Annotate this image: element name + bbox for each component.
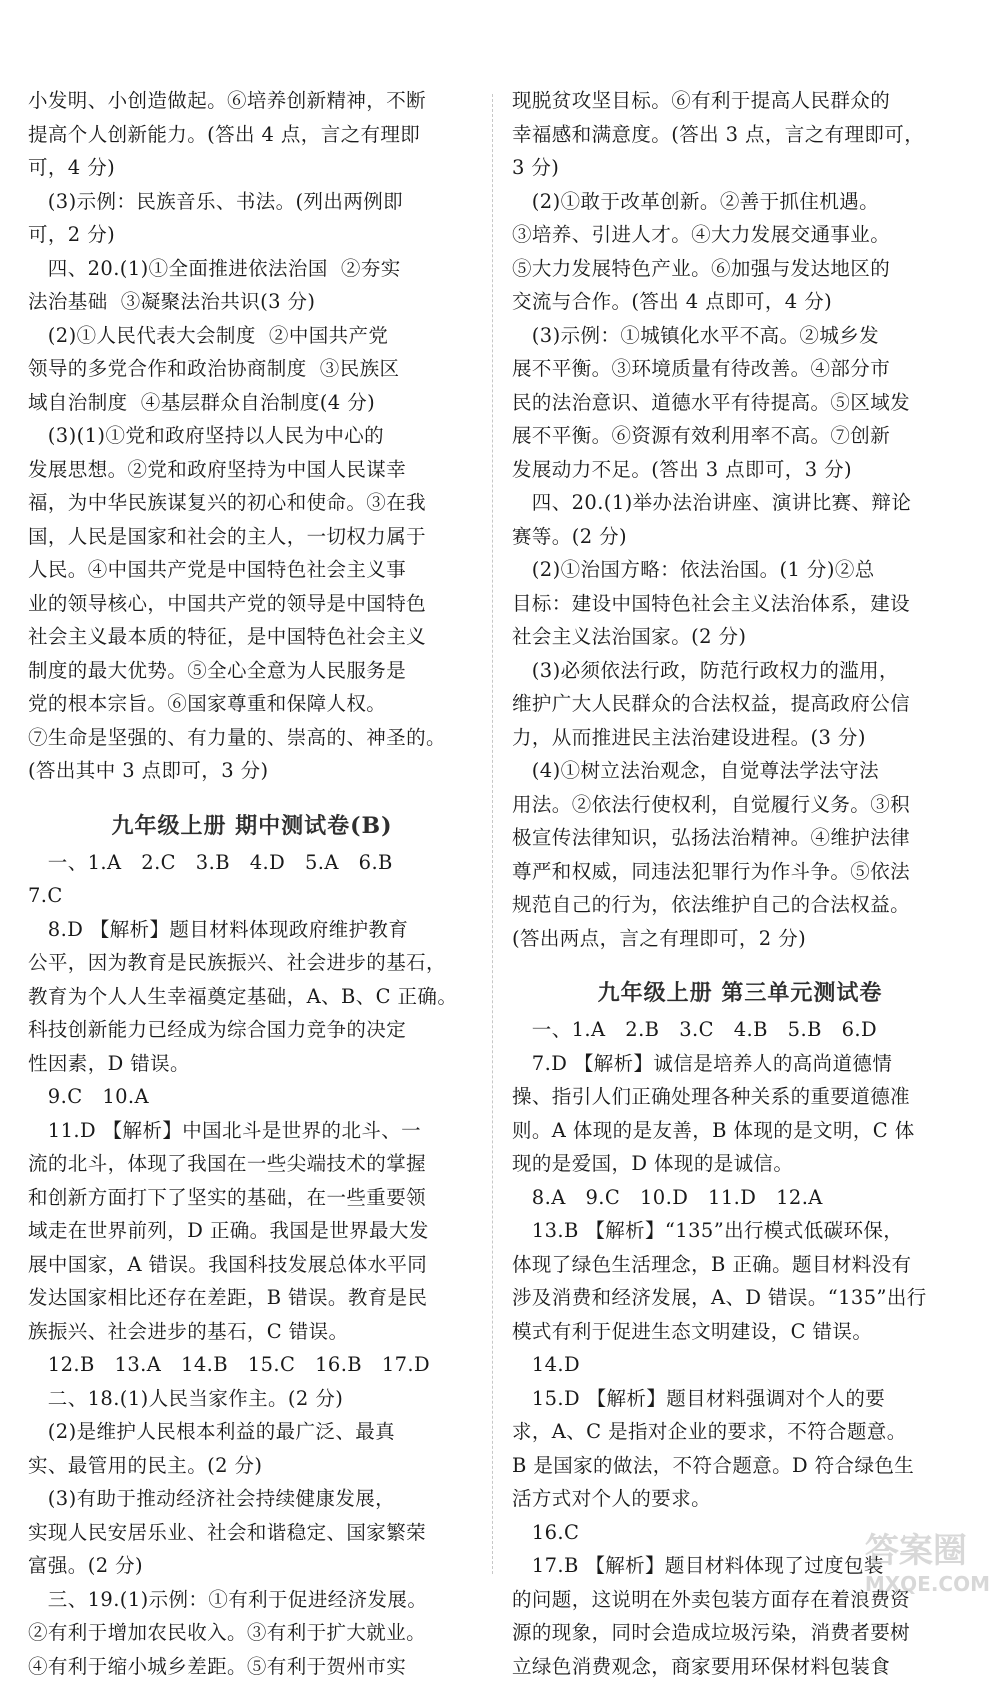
- text-line: (2)①敢于改革创新。②善于抓住机遇。: [512, 185, 968, 219]
- text-line: 域走在世界前列，D 正确。我国是世界最大发: [28, 1214, 476, 1248]
- text-line: 发展动力不足。(答出 3 点即可，3 分): [512, 453, 968, 487]
- text-line: 人民。④中国共产党是中国特色社会主义事: [28, 553, 476, 587]
- text-line: 展不平衡。③环境质量有待改善。④部分市: [512, 352, 968, 386]
- text-line: 9.C 10.A: [28, 1080, 476, 1114]
- text-line: 域自治制度 ④基层群众自治制度(4 分): [28, 386, 476, 420]
- text-line: (答出两点，言之有理即可，2 分): [512, 922, 968, 956]
- text-line: 14.D: [512, 1348, 968, 1382]
- text-line: (3)(1)①党和政府坚持以人民为中心的: [28, 419, 476, 453]
- text-line: 交流与合作。(答出 4 点即可，4 分): [512, 285, 968, 319]
- text-line: 立绿色消费观念，商家要用环保材料包装食: [512, 1650, 968, 1683]
- text-line: 现的是爱国，D 体现的是诚信。: [512, 1147, 968, 1181]
- text-line: 模式有利于促进生态文明建设，C 错误。: [512, 1315, 968, 1349]
- text-line: 现脱贫攻坚目标。⑥有利于提高人民群众的: [512, 84, 968, 118]
- text-line: 可，4 分): [28, 151, 476, 185]
- text-line: 8.A 9.C 10.D 11.D 12.A: [512, 1181, 968, 1215]
- text-line: 实现人民安居乐业、社会和谐稳定、国家繁荣: [28, 1516, 476, 1550]
- text-line: ②有利于增加农民收入。③有利于扩大就业。: [28, 1616, 476, 1650]
- text-line: 则。A 体现的是友善，B 体现的是文明，C 体: [512, 1114, 968, 1148]
- text-line: 规范自己的行为，依法维护自己的合法权益。: [512, 888, 968, 922]
- text-line: 流的北斗，体现了我国在一些尖端技术的掌握: [28, 1147, 476, 1181]
- text-line: 一、1.A 2.C 3.B 4.D 5.A 6.B: [28, 846, 476, 880]
- text-line: ⑦生命是坚强的、有力量的、崇高的、神圣的。: [28, 721, 476, 755]
- text-line: 涉及消费和经济发展，A、D 错误。“135”出行: [512, 1281, 968, 1315]
- text-line: 国，人民是国家和社会的主人，一切权力属于: [28, 520, 476, 554]
- text-line: 民的法治意识、道德水平有待提高。⑤区域发: [512, 386, 968, 420]
- text-line: 体现了绿色生活理念，B 正确。题目材料没有: [512, 1248, 968, 1282]
- text-line: 13.B 【解析】“135”出行模式低碳环保，: [512, 1214, 968, 1248]
- text-line: 的问题，这说明在外卖包装方面存在着浪费资: [512, 1583, 968, 1617]
- text-line: 四、20.(1)举办法治讲座、演讲比赛、辩论: [512, 486, 968, 520]
- right-column: [512, 84, 968, 1683]
- text-line: 操、指引人们正确处理各种关系的重要道德准: [512, 1080, 968, 1114]
- text-line: 用法。②依法行使权利，自觉履行义务。③积: [512, 788, 968, 822]
- text-line: 一、1.A 2.B 3.C 4.B 5.B 6.D: [512, 1013, 968, 1047]
- text-line: 7.D 【解析】诚信是培养人的高尚道德情: [512, 1047, 968, 1081]
- text-line: 公平，因为教育是民族振兴、社会进步的基石，: [28, 946, 476, 980]
- text-line: 3 分): [512, 151, 968, 185]
- text-line: ④有利于缩小城乡差距。⑤有利于贺州市实: [28, 1650, 476, 1683]
- text-line: 三、19.(1)示例：①有利于促进经济发展。: [28, 1583, 476, 1617]
- text-line: 富强。(2 分): [28, 1549, 476, 1583]
- text-line: 性因素，D 错误。: [28, 1047, 476, 1081]
- text-line: 党的根本宗旨。⑥国家尊重和保障人权。: [28, 687, 476, 721]
- text-line: 幸福感和满意度。(答出 3 点，言之有理即可，: [512, 118, 968, 152]
- text-line: 制度的最大优势。⑤全心全意为人民服务是: [28, 654, 476, 688]
- text-line: 展不平衡。⑥资源有效利用率不高。⑦创新: [512, 419, 968, 453]
- watermark-logo: 答案圈 MXQE.COM: [865, 1523, 990, 1596]
- text-line: 12.B 13.A 14.B 15.C 16.B 17.D: [28, 1348, 476, 1382]
- text-line: 活方式对个人的要求。: [512, 1482, 968, 1516]
- text-line: 17.B 【解析】题目材料体现了过度包装: [512, 1549, 968, 1583]
- text-line: (答出其中 3 点即可，3 分): [28, 754, 476, 788]
- section-heading-unit3: 九年级上册 第三单元测试卷: [512, 973, 968, 1013]
- text-line: (2)①治国方略：依法治国。(1 分)②总: [512, 553, 968, 587]
- text-line: ⑤大力发展特色产业。⑥加强与发达地区的: [512, 252, 968, 286]
- text-line: 7.C: [28, 879, 476, 913]
- column-divider: [492, 94, 494, 1574]
- text-line: 维护广大人民群众的合法权益，提高政府公信: [512, 687, 968, 721]
- section-heading-midterm-b: 九年级上册 期中测试卷(B): [28, 806, 476, 846]
- text-line: 四、20.(1)①全面推进依法治国 ②夯实: [28, 252, 476, 286]
- left-column: [28, 84, 476, 1683]
- text-line: (4)①树立法治观念，自觉尊法学法守法: [512, 754, 968, 788]
- text-line: 法治基础 ③凝聚法治共识(3 分): [28, 285, 476, 319]
- text-line: 实、最管用的民主。(2 分): [28, 1449, 476, 1483]
- left-bottom-block: [28, 846, 476, 1683]
- text-line: 求，A、C 是指对企业的要求，不符合题意。: [512, 1415, 968, 1449]
- left-top-block: [28, 84, 476, 788]
- text-line: ③培养、引进人才。④大力发展交通事业。: [512, 218, 968, 252]
- text-line: 极宣传法律知识，弘扬法治精神。④维护法律: [512, 821, 968, 855]
- text-line: 赛等。(2 分): [512, 520, 968, 554]
- text-line: 业的领导核心，中国共产党的领导是中国特色: [28, 587, 476, 621]
- text-line: 和创新方面打下了坚实的基础，在一些重要领: [28, 1181, 476, 1215]
- text-line: (3)必须依法行政，防范行政权力的滥用，: [512, 654, 968, 688]
- text-line: 二、18.(1)人民当家作主。(2 分): [28, 1382, 476, 1416]
- text-line: 16.C: [512, 1516, 968, 1550]
- text-line: (3)示例：①城镇化水平不高。②城乡发: [512, 319, 968, 353]
- text-line: 15.D 【解析】题目材料强调对个人的要: [512, 1382, 968, 1416]
- text-line: 尊严和权威，同违法犯罪行为作斗争。⑤依法: [512, 855, 968, 889]
- text-line: 源的现象，同时会造成垃圾污染，消费者要树: [512, 1616, 968, 1650]
- text-line: (3)有助于推动经济社会持续健康发展，: [28, 1482, 476, 1516]
- text-line: (2)是维护人民根本利益的最广泛、最真: [28, 1415, 476, 1449]
- text-line: 力，从而推进民主法治建设进程。(3 分): [512, 721, 968, 755]
- text-line: 11.D 【解析】中国北斗是世界的北斗、一: [28, 1114, 476, 1148]
- text-line: 8.D 【解析】题目材料体现政府维护教育: [28, 913, 476, 947]
- text-line: 可，2 分): [28, 218, 476, 252]
- text-line: 族振兴、社会进步的基石，C 错误。: [28, 1315, 476, 1349]
- text-line: 社会主义法治国家。(2 分): [512, 620, 968, 654]
- text-line: 目标：建设中国特色社会主义法治体系，建设: [512, 587, 968, 621]
- text-line: B 是国家的做法，不符合题意。D 符合绿色生: [512, 1449, 968, 1483]
- text-line: 社会主义最本质的特征，是中国特色社会主义: [28, 620, 476, 654]
- text-line: 教育为个人人生幸福奠定基础，A、B、C 正确。: [28, 980, 476, 1014]
- text-line: 提高个人创新能力。(答出 4 点，言之有理即: [28, 118, 476, 152]
- text-line: 科技创新能力已经成为综合国力竞争的决定: [28, 1013, 476, 1047]
- text-line: (2)①人民代表大会制度 ②中国共产党: [28, 319, 476, 353]
- text-line: 发展思想。②党和政府坚持为中国人民谋幸: [28, 453, 476, 487]
- right-top-block: [512, 84, 968, 955]
- text-line: 领导的多党合作和政治协商制度 ③民族区: [28, 352, 476, 386]
- text-line: 福，为中华民族谋复兴的初心和使命。③在我: [28, 486, 476, 520]
- text-line: 展中国家，A 错误。我国科技发展总体水平同: [28, 1248, 476, 1282]
- text-line: 小发明、小创造做起。⑥培养创新精神，不断: [28, 84, 476, 118]
- text-line: 发达国家相比还存在差距，B 错误。教育是民: [28, 1281, 476, 1315]
- text-line: (3)示例：民族音乐、书法。(列出两例即: [28, 185, 476, 219]
